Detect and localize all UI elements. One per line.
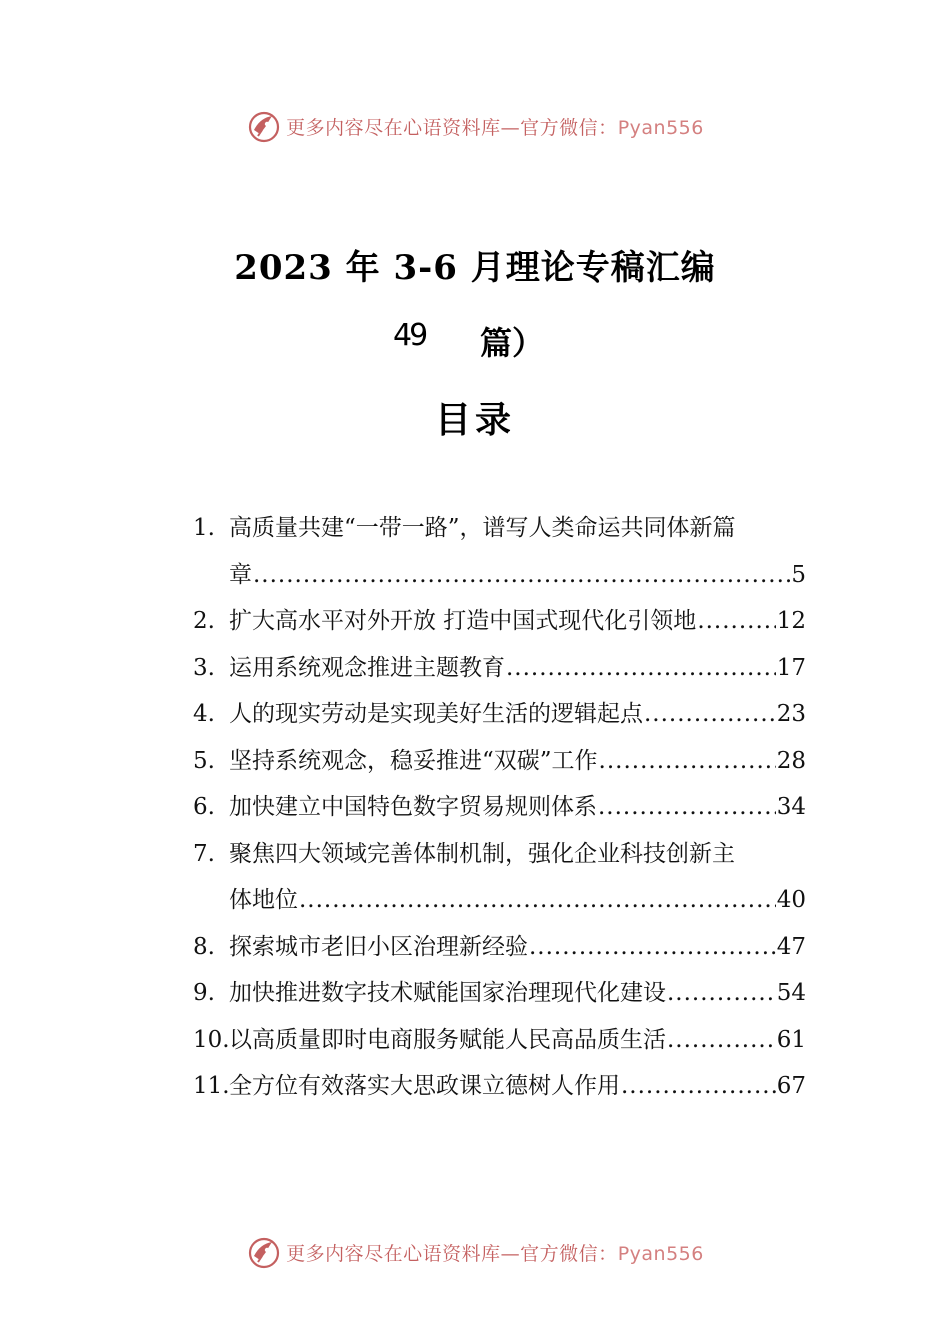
toc-page-number: 40 (776, 887, 806, 913)
toc-item[interactable] (193, 691, 806, 738)
toc-item[interactable] (193, 505, 806, 598)
toc-number: 10. (193, 1026, 230, 1053)
toc-page-number: 47 (776, 933, 806, 960)
toc-leader-dots (529, 924, 776, 971)
toc-leader-dots (599, 738, 776, 785)
toc-page-number: 34 (776, 794, 806, 820)
toc-page-number: 28 (776, 747, 806, 774)
toc-item[interactable] (193, 1017, 806, 1064)
toc-title: 高质量共建“一带一路”，谱写人类命运共同体新篇 (229, 515, 736, 541)
toc-title: 运用系统观念推进主题教育 (229, 654, 505, 681)
toc-item[interactable] (193, 784, 806, 831)
table-of-contents (193, 505, 806, 1110)
toc-number: 5. (193, 747, 215, 774)
toc-number: 7. (193, 840, 215, 867)
toc-title: 探索城市老旧小区治理新经验 (229, 933, 528, 960)
toc-leader-dots (667, 970, 776, 1017)
toc-page-number: 12 (776, 608, 806, 634)
toc-title-continued: 体地位 (229, 887, 298, 913)
banner-text: 更多内容尽在心语资料库—官方微信：Pyan556 (286, 116, 704, 139)
toc-title: 加快建立中国特色数字贸易规则体系 (229, 794, 597, 820)
toc-number: 9. (193, 980, 215, 1006)
toc-number: 2. (193, 608, 215, 634)
banner-text: 更多内容尽在心语资料库—官方微信：Pyan556 (286, 1242, 704, 1265)
toc-item[interactable] (193, 831, 806, 924)
toc-number: 4. (193, 701, 215, 727)
toc-number: 1. (193, 515, 215, 541)
toc-page-number: 67 (776, 1073, 806, 1099)
pen-logo-icon (246, 1234, 282, 1270)
toc-number: 11. (193, 1073, 230, 1099)
toc-leader-dots (299, 877, 776, 924)
toc-item[interactable] (193, 598, 806, 645)
toc-leader-dots (598, 784, 776, 831)
toc-title: 加快推进数字技术赋能国家治理现代化建设 (229, 980, 666, 1006)
toc-title: 扩大高水平对外开放 打造中国式现代化引领地 (229, 608, 697, 634)
toc-item[interactable] (193, 970, 806, 1017)
toc-leader-dots (697, 598, 775, 645)
toc-page-number: 5 (791, 561, 806, 588)
document-subtitle (0, 318, 950, 362)
toc-item[interactable] (193, 1063, 806, 1110)
footer-banner (0, 1232, 950, 1272)
toc-heading: 目录 (434, 399, 515, 441)
toc-item[interactable] (193, 738, 806, 785)
toc-page-number: 54 (776, 980, 806, 1006)
toc-page-number: 17 (776, 654, 806, 681)
toc-page-number: 61 (776, 1026, 806, 1053)
header-banner (0, 106, 950, 146)
toc-item[interactable] (193, 645, 806, 692)
toc-title: 全方位有效落实大思政课立德树人作用 (229, 1073, 620, 1099)
toc-leader-dots (253, 552, 790, 599)
toc-leader-dots (644, 691, 776, 738)
article-count: 49 (393, 318, 426, 353)
toc-item[interactable] (193, 924, 806, 971)
toc-number: 3. (193, 654, 215, 681)
toc-number: 8. (193, 933, 215, 960)
pen-logo-icon (246, 108, 282, 144)
toc-page-number: 23 (776, 701, 806, 727)
toc-title: 坚持系统观念，稳妥推进“双碳”工作 (229, 747, 598, 774)
toc-number: 6. (193, 794, 215, 820)
toc-title: 人的现实劳动是实现美好生活的逻辑起点 (229, 701, 643, 727)
toc-leader-dots (667, 1017, 776, 1064)
toc-title: 以高质量即时电商服务赋能人民高品质生活 (229, 1026, 666, 1053)
toc-title-continued: 章 (229, 561, 252, 588)
document-title: 2023 年 3-6 月理论专稿汇编 (234, 248, 716, 288)
toc-leader-dots (506, 645, 776, 692)
toc-leader-dots (621, 1063, 776, 1110)
toc-title: 聚焦四大领域完善体制机制，强化企业科技创新主 (229, 840, 735, 867)
article-count-suffix: 篇） (480, 324, 545, 362)
